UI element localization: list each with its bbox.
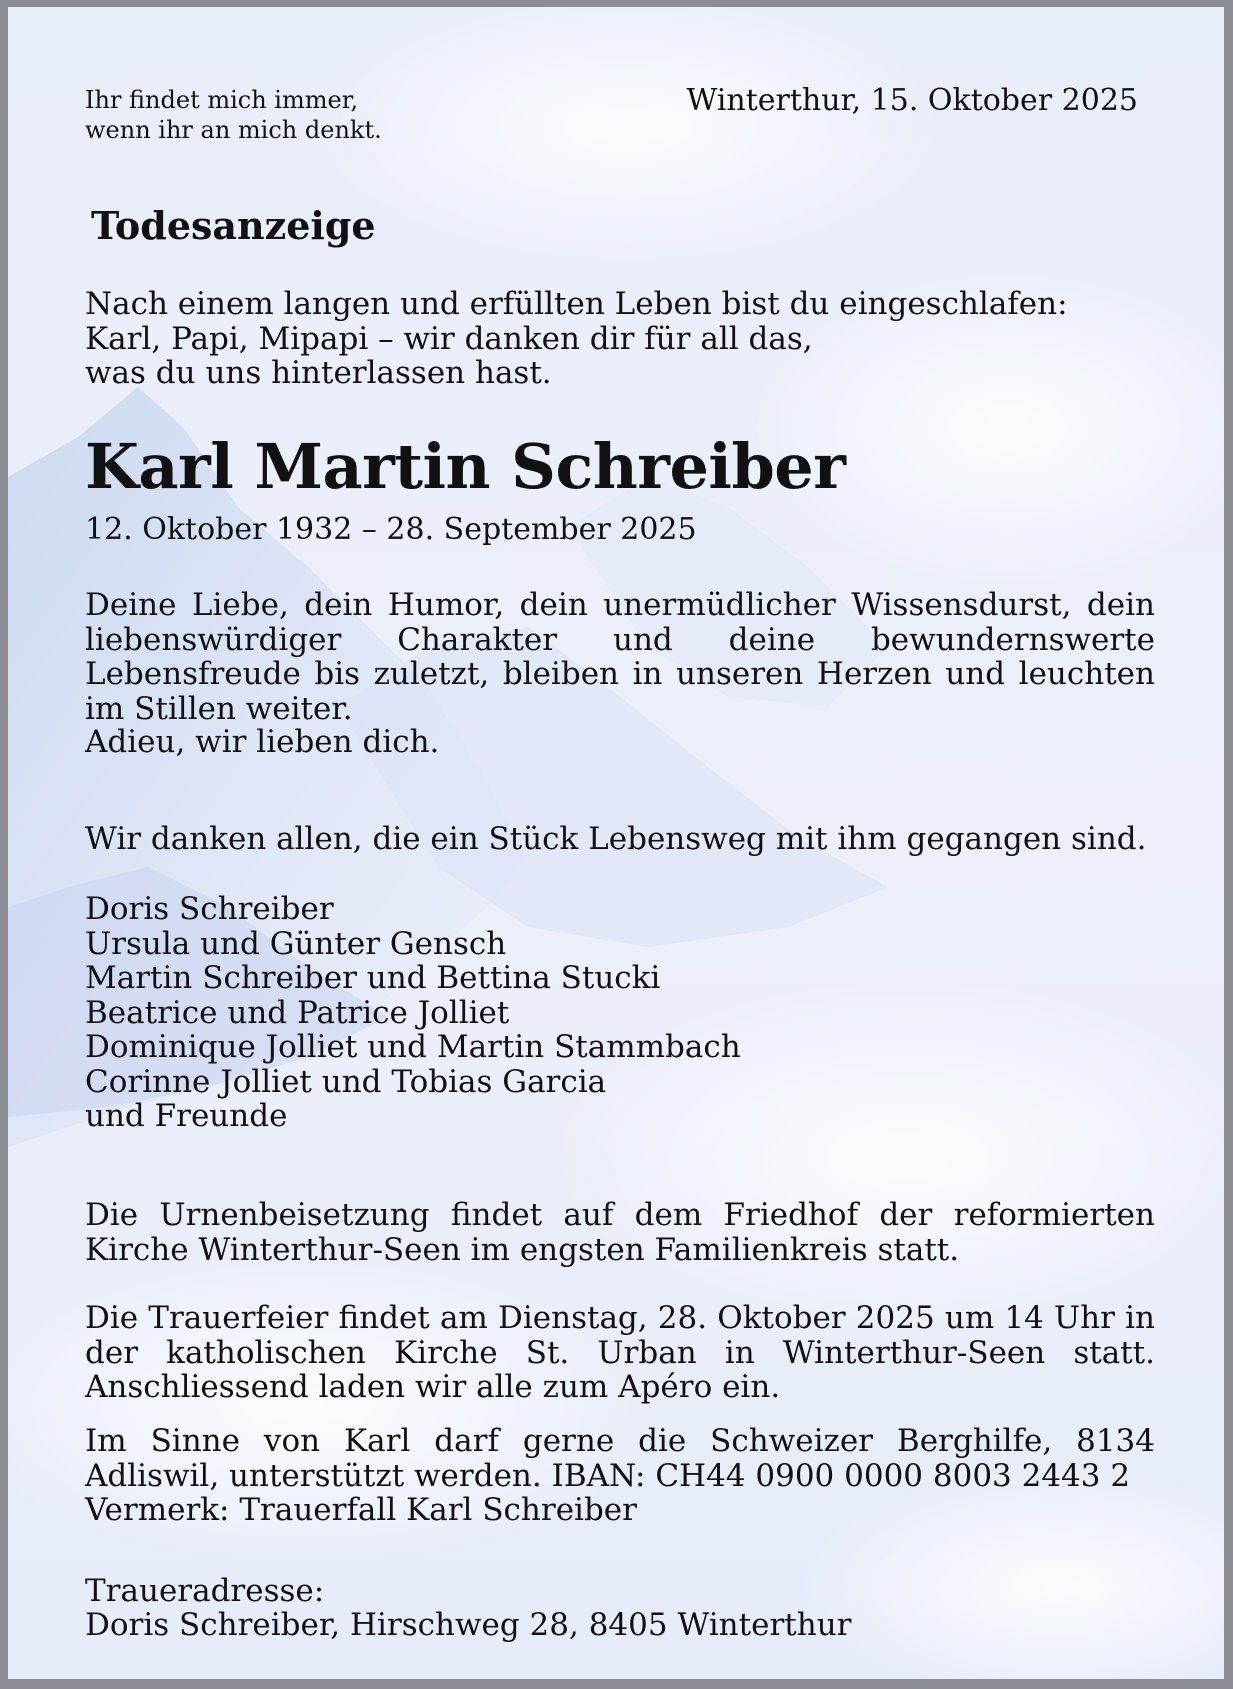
- urn-burial-text: Die Urnenbeisetzung findet auf dem Friedhof der reformierten Kirche Winterthur-Seen im engsten Familienkreis statt.: [85, 1197, 1155, 1268]
- place-and-date: Winterthur, 15. Oktober 2025: [686, 83, 1138, 118]
- obituary-page: [8, 7, 1224, 1679]
- mourning-address-label: Traueradresse:: [85, 1573, 325, 1609]
- mourner-name: Martin Schreiber und Bettina Stucki: [85, 960, 661, 996]
- motto-quote: [85, 85, 505, 145]
- intro-line: Nach einem langen und erfüllten Leben bist du eingeschlafen:: [85, 286, 1068, 322]
- motto-line: wenn ihr an mich denkt.: [85, 116, 382, 144]
- intro-line: Karl, Papi, Mipapi – wir danken dir für all das,: [85, 320, 813, 357]
- mourner-name: Corinne Jolliet und Tobias Garcia: [85, 1063, 607, 1100]
- mourner-name: Beatrice und Patrice Jolliet: [85, 994, 510, 1031]
- mourner-name: Doris Schreiber: [85, 891, 334, 927]
- notice-heading: Todesanzeige: [91, 203, 376, 248]
- donation-line: Im Sinne von Karl darf gerne die Schweizer Berghilfe, 8134 Adliswil, unterstützt werden. IBAN: CH44 0900 0000 8003 2443 2: [85, 1423, 1155, 1494]
- obituary-content: [8, 7, 1224, 1679]
- mourner-name: Dominique Jolliet und Martin Stammbach: [85, 1029, 741, 1065]
- tribute-text: Deine Liebe, dein Humor, dein unermüdlicher Wissensdurst, dein liebenswürdiger Charakter und deine bewundernswerte Lebensfreude bis zuletzt, bleiben in unseren Herzen und leuchten im Stillen weiter.: [85, 587, 1155, 727]
- thanks-text: Wir danken allen, die ein Stück Lebensweg mit ihm gegangen sind.: [85, 821, 1147, 857]
- deceased-name: Karl Martin Schreiber: [85, 430, 846, 503]
- mourner-name: Ursula und Günter Gensch: [85, 925, 507, 962]
- donation-reference-line: Vermerk: Trauerfall Karl Schreiber: [85, 1492, 637, 1528]
- motto-line: Ihr findet mich immer,: [85, 86, 359, 114]
- mourner-name: und Freunde: [85, 1098, 288, 1134]
- intro-text: [85, 287, 1155, 391]
- life-dates: 12. Oktober 1932 – 28. September 2025: [85, 512, 697, 547]
- mourning-address: Doris Schreiber, Hirschweg 28, 8405 Winterthur: [85, 1607, 852, 1643]
- mourners-list: [85, 892, 1155, 1134]
- intro-line: was du uns hinterlassen hast.: [85, 355, 552, 391]
- donation-text: [85, 1424, 1155, 1528]
- farewell-text: Adieu, wir lieben dich.: [85, 724, 440, 760]
- ceremony-text: Die Trauerfeier findet am Dienstag, 28. Oktober 2025 um 14 Uhr in der katholischen Kirche St. Urban in Winterthur-Seen statt. Anschliessend laden wir alle zum Apéro ein.: [85, 1300, 1155, 1405]
